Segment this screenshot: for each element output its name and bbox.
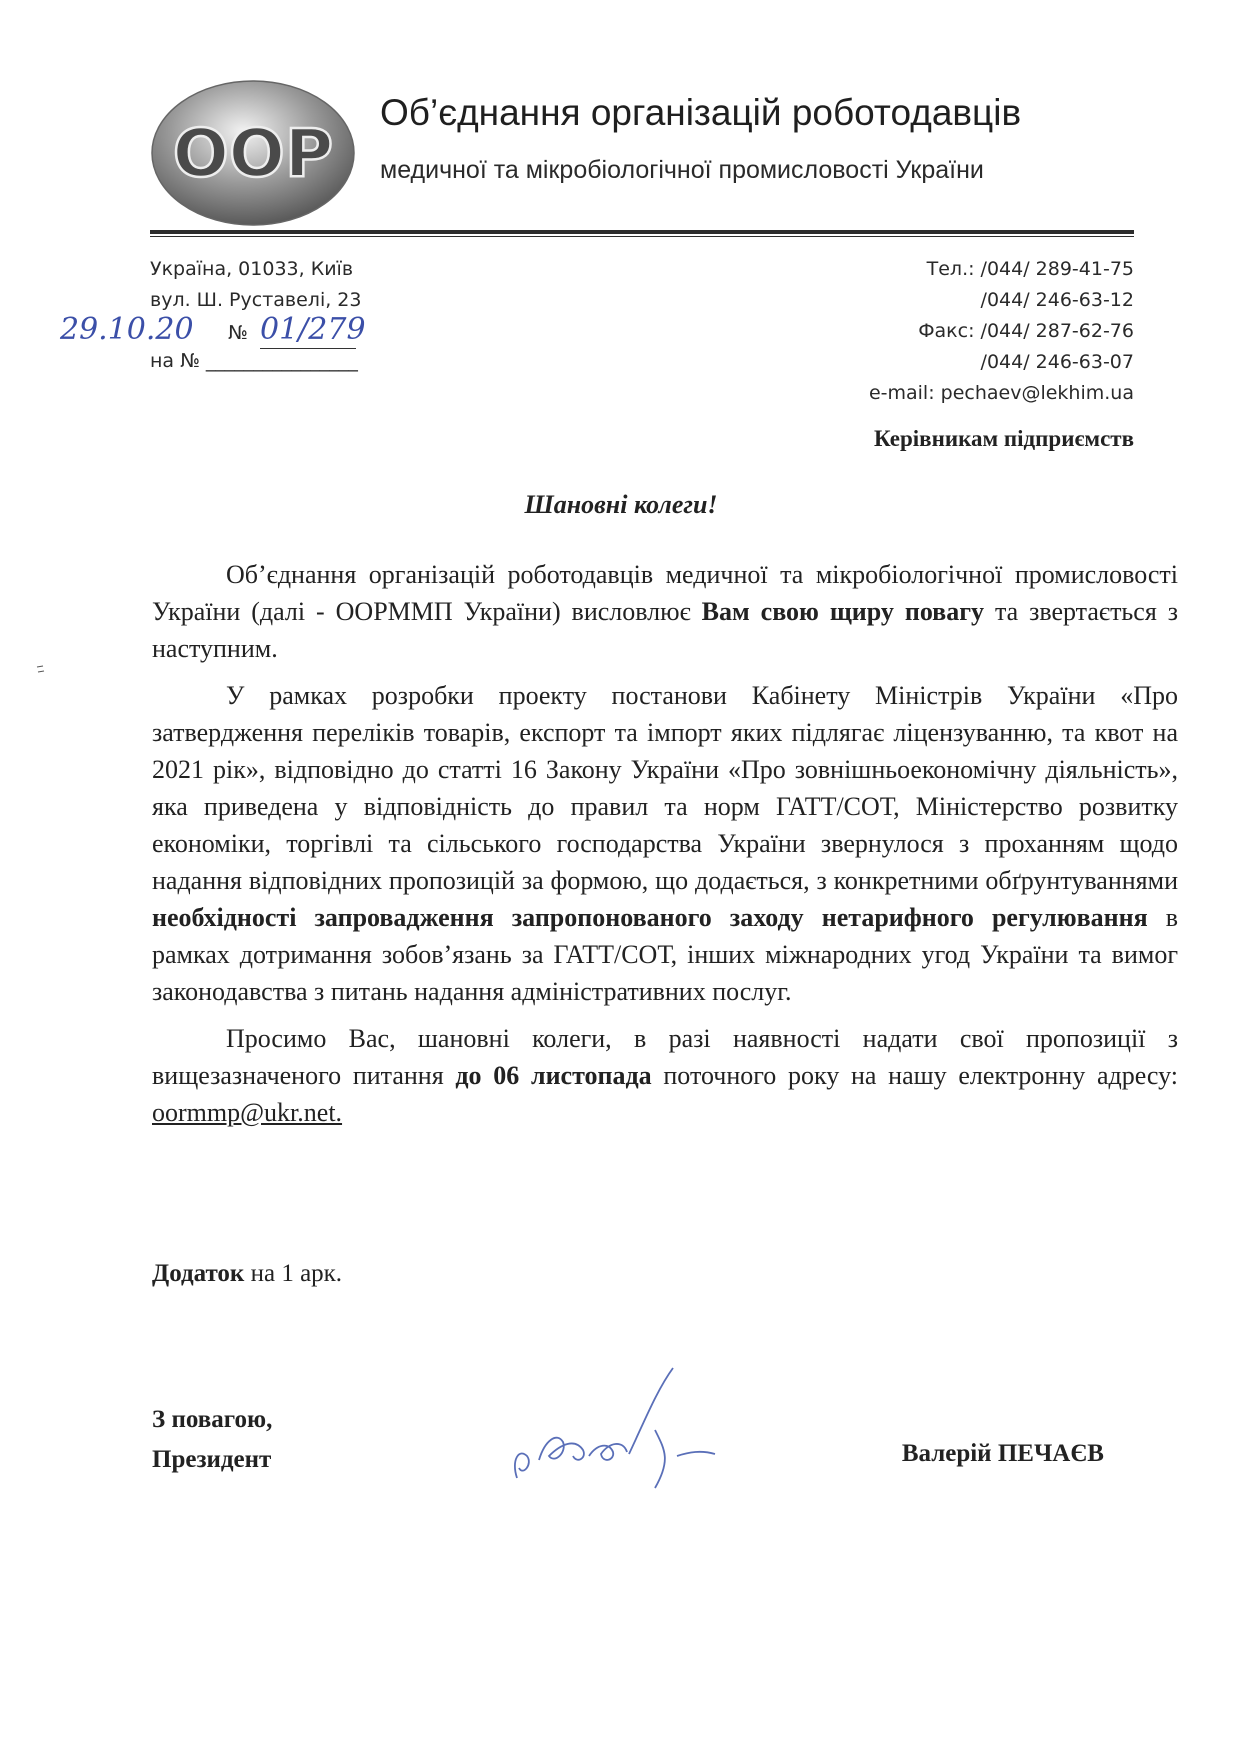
paragraph-3 xyxy=(152,1020,1178,1131)
paragraph-3-text-c: поточного року на нашу електронну адресу: xyxy=(651,1061,1178,1090)
closing-position: Президент xyxy=(152,1446,272,1473)
logo-lettering: OOP xyxy=(172,115,334,192)
paragraph-1-text-c: та звертається з наступним. xyxy=(152,597,1178,663)
fax-1: Факс: /044/ 287-62-76 xyxy=(918,320,1134,342)
sender-address-line2: вул. Ш. Руставелі, 23 xyxy=(150,289,362,311)
letterhead-divider-thin xyxy=(150,236,1134,237)
paragraph-2-emphasis: необхідності запровадження запропонованого заходу нетарифного регулювання xyxy=(152,903,1148,932)
sender-address-line1: Україна, 01033, Київ xyxy=(150,258,354,280)
closing-regards: З повагою, xyxy=(152,1406,273,1433)
paragraph-3-deadline: до 06 листопада xyxy=(455,1061,652,1090)
paragraph-2 xyxy=(152,677,1178,1010)
phone-1: Тел.: /044/ 289-41-75 xyxy=(926,258,1134,280)
handwritten-date: 29.10.20 xyxy=(60,312,194,347)
incoming-reference xyxy=(150,350,358,372)
addressee: Керівникам підприємств xyxy=(873,426,1134,451)
scan-margin-mark xyxy=(36,664,46,674)
organization-logo xyxy=(150,78,356,228)
attachment-label: Додаток xyxy=(152,1260,245,1287)
paragraph-1-emphasis: Вам свою щиру повагу xyxy=(701,597,985,626)
incoming-number-label: на № xyxy=(150,350,200,372)
paragraph-1 xyxy=(152,556,1178,667)
outgoing-number-underline xyxy=(260,348,356,349)
incoming-number-blank: ________________ xyxy=(205,350,358,372)
org-name: Об’єднання організацій роботодавців xyxy=(380,92,1022,133)
attachment-text: на 1 арк. xyxy=(244,1260,343,1287)
letter-body xyxy=(152,556,1178,1141)
salutation: Шановні колеги! xyxy=(524,490,718,519)
contact-email: e-mail: pechaev@lekhim.ua xyxy=(868,382,1134,404)
paragraph-1-text-a: Об’єднання організацій роботодавців медичної та мікробіологічної промисловості України (далі - ООРММП України) висловлює xyxy=(152,560,1178,626)
contact-block xyxy=(869,258,1134,413)
outgoing-reference xyxy=(60,312,420,352)
letterhead-divider xyxy=(150,230,1134,234)
paragraph-3-text-a: Просимо Вас, шановні колеги, в разі наявності надати свої пропозиції з вищезазначеного питання xyxy=(152,1024,1178,1090)
attachment-note xyxy=(152,1260,342,1288)
fax-2: /044/ 246-63-07 xyxy=(980,351,1134,373)
reply-email-link[interactable]: oormmp@ukr.net. xyxy=(152,1098,343,1127)
handwritten-signature xyxy=(505,1360,765,1490)
closing-block xyxy=(152,1400,272,1480)
outgoing-number-label: № xyxy=(228,322,248,344)
paragraph-2-text-c: в рамках дотримання зобов’язань за ГАТТ/СОТ, інших міжнародних угод України та вимог законодавства з питань надання адміністративних послуг. xyxy=(152,903,1178,1006)
handwritten-outgoing-number: 01/279 xyxy=(260,312,366,347)
signer-name: Валерій ПЕЧАЄВ xyxy=(901,1440,1104,1467)
org-subtitle: медичної та мікробіологічної промисловості України xyxy=(380,156,984,184)
paragraph-2-text-a: У рамках розробки проекту постанови Кабінету Міністрів України «Про затвердження переліків товарів, експорт та імпорт яких підлягає ліцензуванню, та квот на 2021 рік», відповідно до статті 16 Закону України «Про зовнішньоекономічну діяльність», яка приведена у відповідність до правил та норм ГАТТ/СОТ, Міністерство розвитку економіки, торгівлі та сільського господарства України звернулося з проханням щодо надання відповідних пропозицій за формою, що додається, з конкретними обґрунтуваннями xyxy=(152,681,1178,895)
phone-2: /044/ 246-63-12 xyxy=(980,289,1134,311)
